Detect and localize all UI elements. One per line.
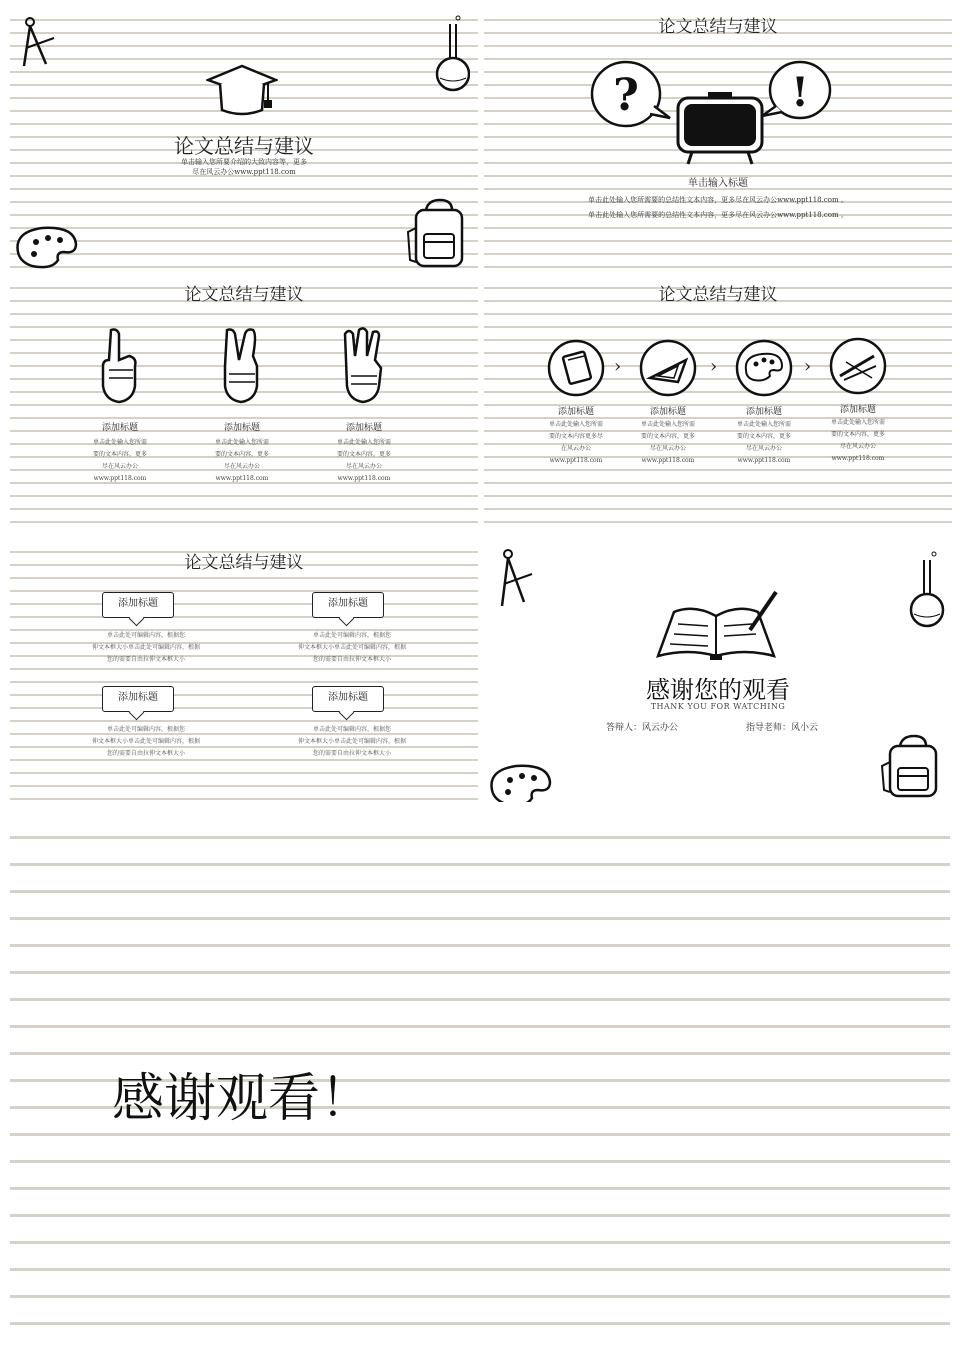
palette-icon xyxy=(734,338,794,398)
step-text-1: 单击此处输入您所需 xyxy=(830,419,885,426)
slide-title-text: 论文总结与建议 xyxy=(174,134,314,158)
final-thanks-text: 感谢观看！ xyxy=(112,1069,373,1129)
box-text-3: 您的需要自由拉伸文本框大小 xyxy=(106,656,185,663)
box-text-3: 您的需要自由拉伸文本框大小 xyxy=(312,656,391,663)
step-heading: 添加标题 xyxy=(649,407,686,417)
two-finger-hand-icon xyxy=(217,326,267,406)
point-text-4: www.ppt118.com xyxy=(215,475,269,482)
step-arrow: › xyxy=(614,356,622,377)
step-text-4: www.ppt118.com xyxy=(831,455,885,462)
slide-thanks xyxy=(484,540,952,802)
step-text-2: 要的文本内容，更多 xyxy=(736,433,791,440)
box-text xyxy=(272,724,432,760)
point-text-1: 单击此处输入您所需 xyxy=(214,439,269,446)
step-text-1: 单击此处输入您所需 xyxy=(640,421,695,428)
slide-four-steps xyxy=(484,276,952,532)
box-text-2: 伸文本框大小单击此处可编辑内容，根据 xyxy=(297,738,406,745)
box-text-2: 伸文本框大小单击此处可编辑内容，根据 xyxy=(91,644,200,651)
step-column xyxy=(620,338,716,467)
respondent-label: 答辩人：风云办公 xyxy=(606,723,679,733)
slide-title-text: 论文总结与建议 xyxy=(184,553,304,573)
palette-icon xyxy=(486,760,554,802)
summary-line-2: 单击此处输入您所需要的总结性文本内容，更多尽在风云办公www.ppt118.com 。 xyxy=(588,211,848,219)
slide-four-boxes xyxy=(10,540,478,802)
point-text-2: 要的文本内容，更多 xyxy=(92,451,147,458)
compass-icon xyxy=(494,546,534,612)
point-text-1: 单击此处输入您所需 xyxy=(92,439,147,446)
slide-title xyxy=(10,8,478,270)
point-text-4: www.ppt118.com xyxy=(93,475,147,482)
box-label: 添加标题 xyxy=(312,686,384,712)
box-text-2: 伸文本框大小单击此处可编辑内容，根据 xyxy=(91,738,200,745)
point-column xyxy=(304,326,424,485)
step-text-1: 单击此处输入您所需 xyxy=(548,421,603,428)
slide-title-text: 论文总结与建议 xyxy=(184,285,304,305)
tv-icon xyxy=(674,90,766,168)
flask-icon xyxy=(428,14,470,92)
step-text-3: 尽在风云办公 xyxy=(839,443,876,450)
flask-icon xyxy=(904,550,946,628)
point-text-4: www.ppt118.com xyxy=(337,475,391,482)
step-text-2: 要的文本内容更多尽 xyxy=(548,433,603,440)
pens-icon xyxy=(828,336,888,396)
point-text-3: 尽在风云办公 xyxy=(345,463,382,470)
notebook-icon xyxy=(546,338,606,398)
point-heading: 添加标题 xyxy=(345,423,382,433)
box-text xyxy=(66,724,226,760)
one-finger-hand-icon xyxy=(95,326,145,406)
step-text-2: 要的文本内容，更多 xyxy=(640,433,695,440)
compass-icon xyxy=(16,14,56,72)
advisor-label: 指导老师：风小云 xyxy=(746,723,819,733)
exclamation-bubble-icon xyxy=(760,58,834,124)
box-text-3: 您的需要自由拉伸文本框大小 xyxy=(106,750,185,757)
slide-summary xyxy=(484,8,952,270)
step-text-1: 单击此处输入您所需 xyxy=(736,421,791,428)
step-text-4: www.ppt118.com xyxy=(641,457,695,464)
box-text-1: 单击此处可编辑内容，根据您 xyxy=(106,632,185,639)
point-text-2: 要的文本内容，更多 xyxy=(336,451,391,458)
box-text-2: 伸文本框大小单击此处可编辑内容，根据 xyxy=(297,644,406,651)
step-arrow: › xyxy=(710,356,718,377)
step-text-3: 在风云办公 xyxy=(560,445,591,452)
box-text-1: 单击此处可编辑内容，根据您 xyxy=(312,632,391,639)
step-heading: 添加标题 xyxy=(557,407,594,417)
box-text-1: 单击此处可编辑内容，根据您 xyxy=(106,726,185,733)
palette-icon xyxy=(12,222,80,270)
triangle-ruler-icon xyxy=(638,338,698,398)
point-text-3: 尽在风云办公 xyxy=(223,463,260,470)
svg-text:!: ! xyxy=(791,69,809,116)
box-text-1: 单击此处可编辑内容，根据您 xyxy=(312,726,391,733)
step-arrow: › xyxy=(804,356,812,377)
point-text-2: 要的文本内容，更多 xyxy=(214,451,269,458)
backpack-icon xyxy=(880,734,942,800)
summary-subtitle: 单击输入标题 xyxy=(688,178,748,189)
point-column xyxy=(60,326,180,485)
box-text xyxy=(66,630,226,666)
graduation-cap-icon xyxy=(206,62,278,118)
intro-line-1: 单击输入您所要介绍的大致内容等，更多 xyxy=(181,158,307,166)
slide-final xyxy=(10,812,950,1344)
step-heading: 添加标题 xyxy=(745,407,782,417)
slide-title-text: 论文总结与建议 xyxy=(658,17,778,37)
slide-title-text: 论文总结与建议 xyxy=(658,285,778,305)
thanks-title: 感谢您的观看 xyxy=(646,676,790,704)
step-column xyxy=(528,338,624,467)
intro-line-2: 尽在风云办公www.ppt118.com xyxy=(192,168,296,176)
summary-line-1: 单击此处输入您所需要的总结性文本内容，更多尽在风云办公www.ppt118.com 。 xyxy=(588,196,848,204)
step-text-4: www.ppt118.com xyxy=(737,457,791,464)
step-text-3: 尽在风云办公 xyxy=(745,445,782,452)
question-bubble-icon xyxy=(588,58,672,132)
step-heading: 添加标题 xyxy=(839,405,876,415)
point-heading: 添加标题 xyxy=(101,423,138,433)
point-column xyxy=(182,326,302,485)
open-book-icon xyxy=(654,586,780,662)
slide-three-points xyxy=(10,276,478,532)
box-text-3: 您的需要自由拉伸文本框大小 xyxy=(312,750,391,757)
step-text-4: www.ppt118.com xyxy=(549,457,603,464)
step-text-2: 要的文本内容，更多 xyxy=(830,431,885,438)
box-text xyxy=(272,630,432,666)
three-finger-hand-icon xyxy=(339,326,389,406)
thanks-subtitle: THANK YOU FOR WATCHING xyxy=(650,702,786,711)
point-text-1: 单击此处输入您所需 xyxy=(336,439,391,446)
box-label: 添加标题 xyxy=(102,686,174,712)
box-label: 添加标题 xyxy=(312,592,384,618)
step-text-3: 尽在风云办公 xyxy=(649,445,686,452)
step-column xyxy=(716,338,812,467)
box-label: 添加标题 xyxy=(102,592,174,618)
point-text-3: 尽在风云办公 xyxy=(101,463,138,470)
point-heading: 添加标题 xyxy=(223,423,260,433)
step-column xyxy=(810,336,906,465)
backpack-icon xyxy=(406,198,468,270)
svg-text:?: ? xyxy=(613,70,639,121)
